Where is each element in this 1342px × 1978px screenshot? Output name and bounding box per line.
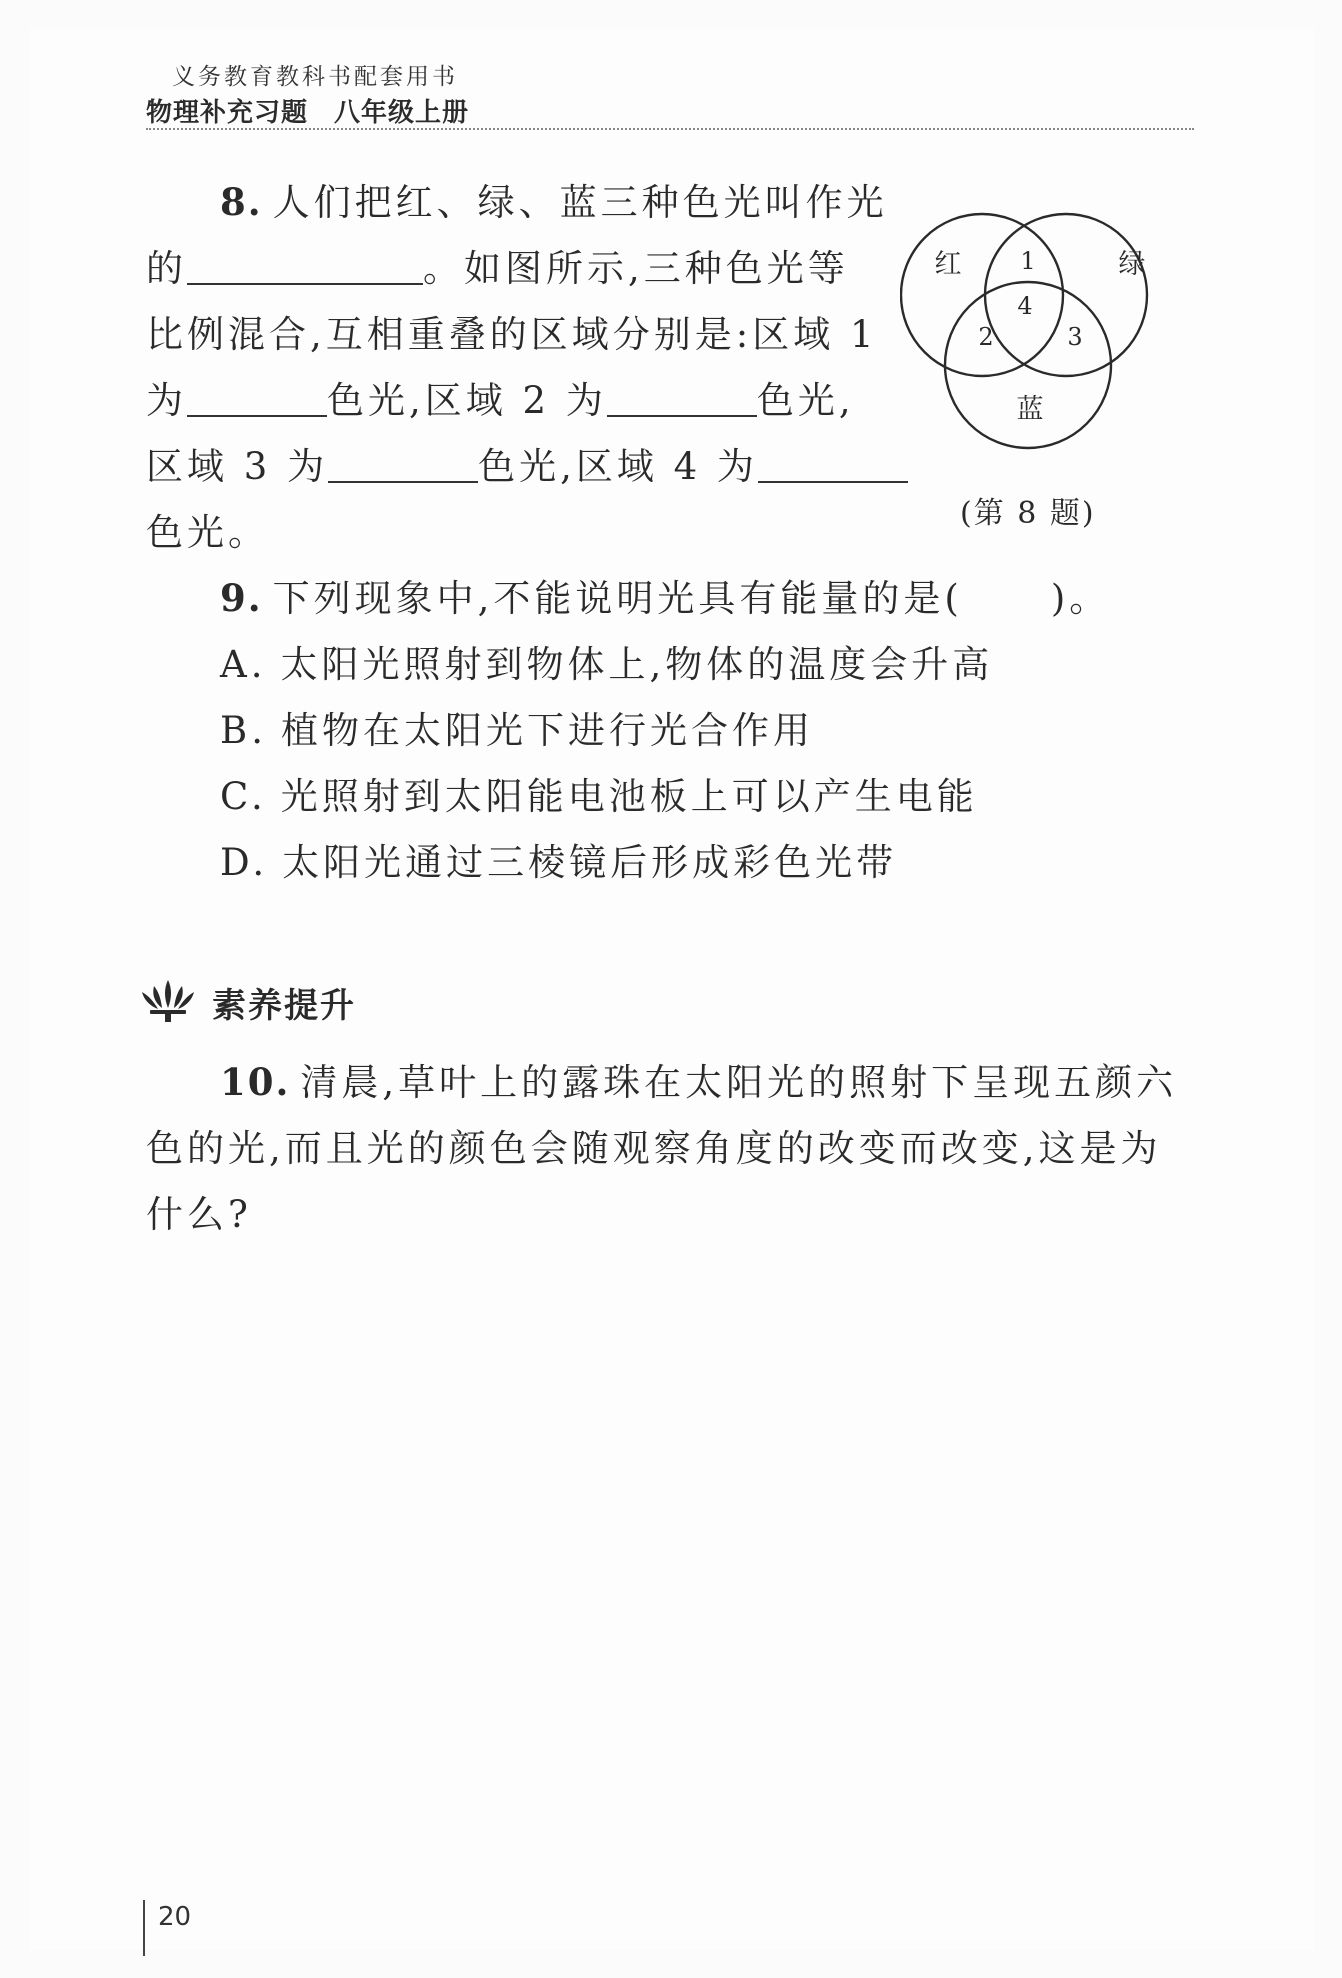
- q8-blank-region-2[interactable]: [607, 381, 757, 417]
- q8-line-4: [146, 370, 855, 424]
- q8-line-1: [220, 172, 888, 226]
- label-blue: 蓝: [1016, 394, 1044, 425]
- q8-text-1: 人们把红、绿、蓝三种色光叫作光: [272, 181, 888, 224]
- option-letter: B.: [220, 709, 267, 752]
- option-text: 植物在太阳光下进行光合作用: [280, 709, 814, 752]
- green-circle: [985, 214, 1147, 376]
- section-title: 素养提升: [212, 986, 356, 1026]
- q10-number: 10.: [220, 1060, 291, 1104]
- q9-option-d[interactable]: [220, 832, 897, 886]
- grade-label: 八年级上册: [334, 98, 470, 128]
- venn-diagram: [900, 200, 1200, 470]
- q9-option-a[interactable]: [220, 634, 993, 688]
- label-green: 绿: [1118, 249, 1146, 280]
- figure-caption: (第 8 题): [960, 496, 1096, 531]
- header-divider: [146, 128, 1194, 130]
- q9-stem-text: 下列现象中,不能说明光具有能量的是(: [272, 577, 963, 620]
- q9-stem-end: )。: [1050, 577, 1111, 620]
- book-title-row: [146, 92, 495, 129]
- q8-blank-region-3[interactable]: [328, 447, 478, 483]
- q8-text-4b: 色光,区域 2 为: [327, 379, 607, 422]
- q9-option-c[interactable]: [220, 766, 978, 820]
- q8-line-2: [146, 238, 849, 292]
- label-region-2: 2: [978, 323, 994, 351]
- q10-line-1: [220, 1052, 1177, 1106]
- q9-option-b[interactable]: [220, 700, 814, 754]
- page-number-rule: [143, 1900, 145, 1956]
- q8-blank-region-1[interactable]: [187, 381, 327, 417]
- q8-text-2b: 。如图所示,三种色光等: [423, 247, 849, 290]
- q10-line-2: 色的光,而且光的颜色会随观察角度的改变而改变,这是为: [146, 1127, 1162, 1170]
- q8-line-6: 色光。: [146, 511, 269, 554]
- book-title: 物理补充习题: [146, 98, 309, 128]
- option-text: 太阳光通过三棱镜后形成彩色光带: [282, 841, 898, 884]
- q8-text-5b: 色光,区域 4 为: [478, 445, 758, 488]
- option-letter: A.: [220, 643, 267, 686]
- label-region-4: 4: [1017, 292, 1033, 320]
- q10-line-3: 什么?: [146, 1193, 252, 1236]
- option-text: 太阳光照射到物体上,物体的温度会升高: [280, 643, 994, 686]
- q8-text-5a: 区域 3 为: [146, 445, 329, 488]
- option-text: 光照射到太阳能电池板上可以产生电能: [280, 775, 978, 818]
- q8-line-3: 比例混合,互相重叠的区域分别是:区域 1: [146, 313, 878, 356]
- series-label: 义务教育教科书配套用书: [172, 64, 458, 90]
- q9-stem: [220, 568, 1110, 622]
- q8-line-5: [146, 436, 908, 490]
- q8-text-4a: 为: [146, 379, 187, 422]
- option-letter: D.: [220, 841, 269, 884]
- label-red: 红: [934, 249, 962, 280]
- option-letter: C.: [220, 775, 267, 818]
- label-region-3: 3: [1067, 323, 1083, 351]
- q8-blank-region-4[interactable]: [758, 447, 908, 483]
- q8-blank-primary-colors[interactable]: [187, 249, 423, 285]
- q8-number: 8.: [220, 180, 263, 224]
- q8-text-2a: 的: [146, 247, 187, 290]
- page-number: 20: [158, 1902, 192, 1932]
- q8-text-4c: 色光,: [756, 379, 855, 422]
- q9-number: 9.: [220, 576, 263, 620]
- crown-icon: [140, 976, 196, 1024]
- label-region-1: 1: [1020, 247, 1036, 275]
- q10-text-1: 清晨,草叶上的露珠在太阳光的照射下呈现五颜六: [300, 1061, 1178, 1104]
